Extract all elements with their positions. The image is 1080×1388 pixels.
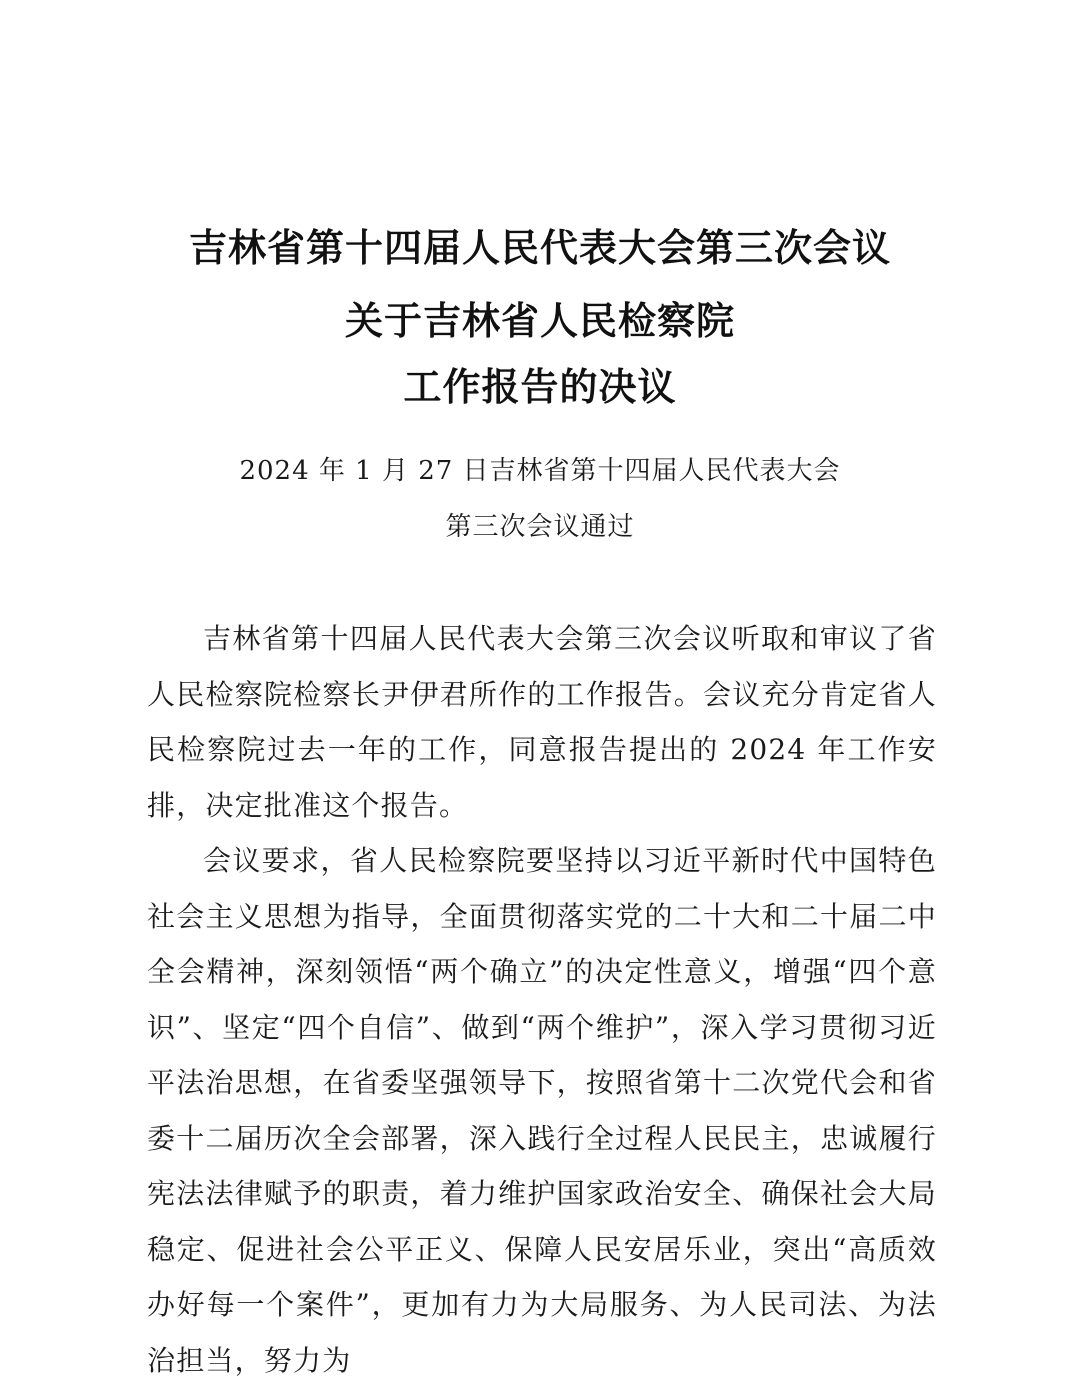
- document-title-line-1: 吉林省第十四届人民代表大会第三次会议: [188, 225, 891, 270]
- document-title-line-2: 关于吉林省人民检察院: [344, 298, 735, 343]
- document-title-line-3: 工作报告的决议: [403, 364, 677, 409]
- body-paragraph-1: 吉林省第十四届人民代表大会第三次会议听取和审议了省人民检察院检察长尹伊君所作的工作报告。会议充分肯定省人民检察院过去一年的工作，同意报告提出的 2024 年工作安排，决定批准这个报告。: [147, 622, 937, 822]
- adoption-date-line-2: 第三次会议通过: [445, 512, 635, 542]
- adoption-date-line-1: 2024 年 1 月 27 日吉林省第十四届人民代表大会: [239, 456, 841, 486]
- body-paragraph-2: 会议要求，省人民检察院要坚持以习近平新时代中国特色社会主义思想为指导，全面贯彻落实党的二十大和二十届二中全会精神，深刻领悟“两个确立”的决定性意义，增强“四个意识”、坚定“四个自信”、做到“两个维护”，深入学习贯彻习近平法治思想，在省委坚强领导下，按照省第十二次党代会和省委十二届历次全会部署，深入践行全过程人民民主，忠诚履行宪法法律赋予的职责，着力维护国家政治安全、确保社会大局稳定、促进社会公平正义、保障人民安居乐业，突出“高质效办好每一个案件”，更加有力为大局服务、为人民司法、为法治担当，努力为: [147, 844, 937, 1377]
